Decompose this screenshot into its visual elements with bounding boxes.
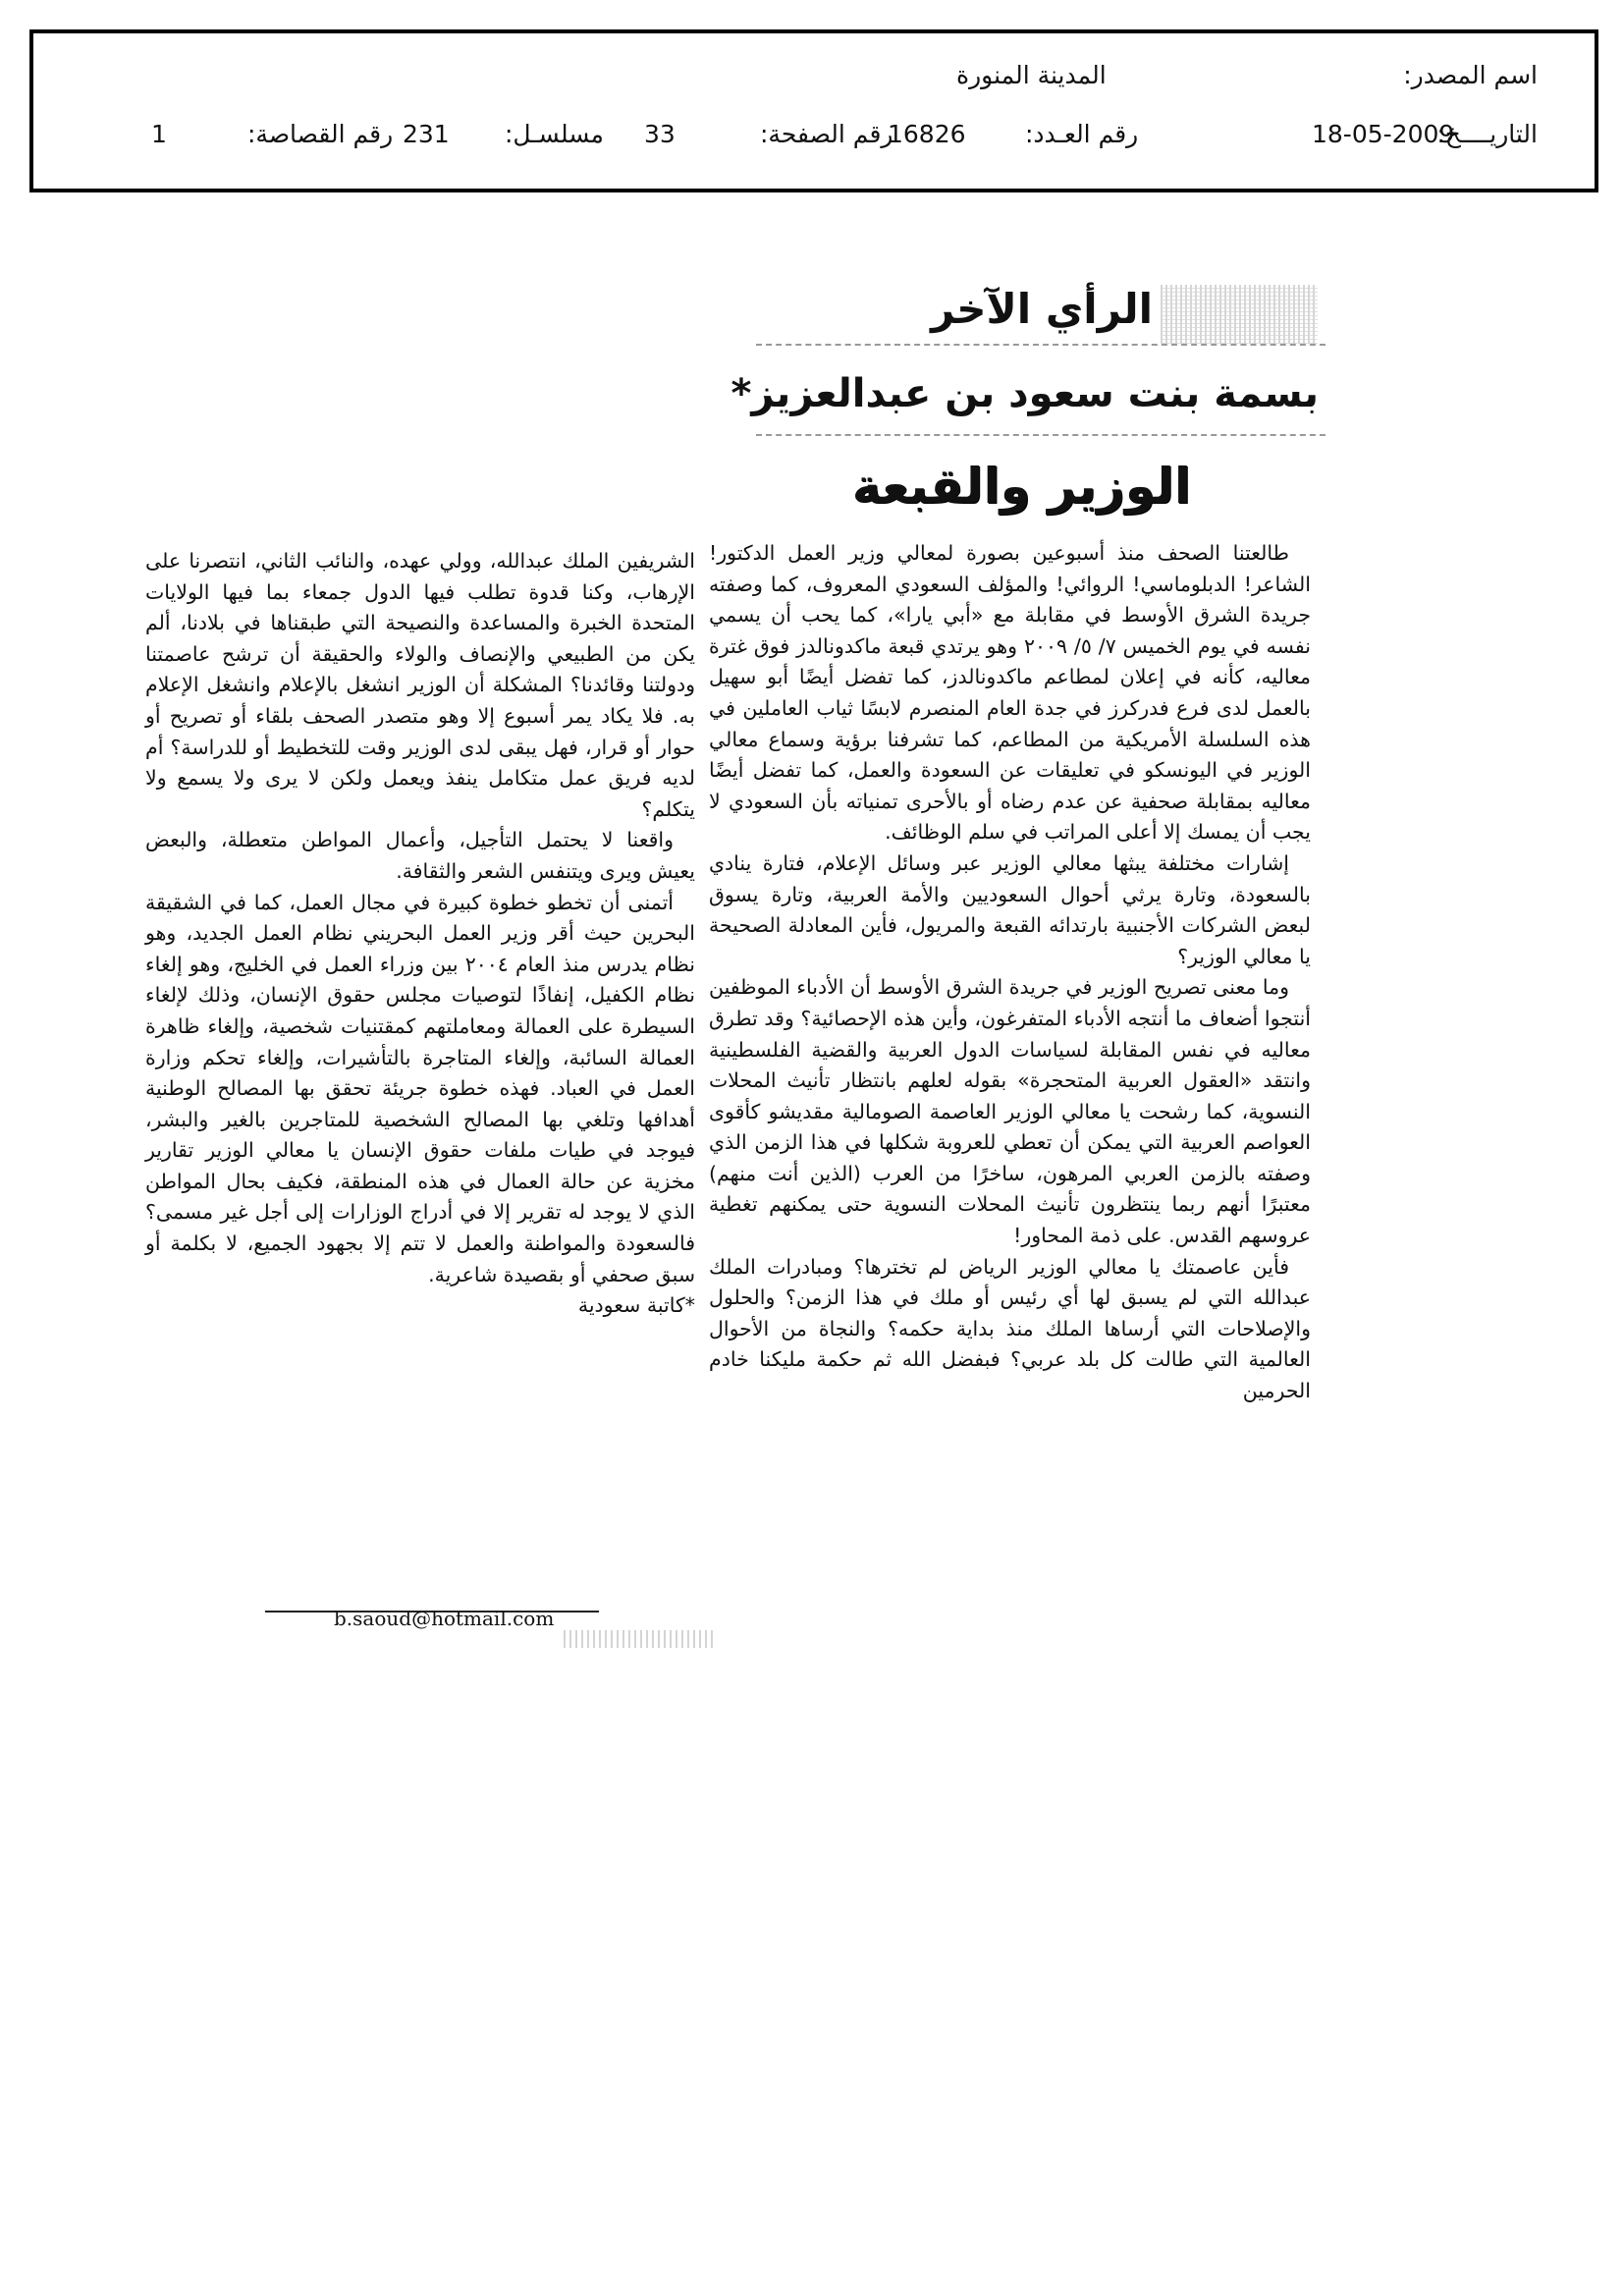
issue-label: رقم العـدد: <box>1025 120 1139 148</box>
article-column-right <box>709 538 1311 1407</box>
article-title: الوزير والقبعة <box>851 458 1191 515</box>
page-label: رقم الصفحة: <box>760 120 893 148</box>
section-divider <box>756 344 1325 346</box>
page-value: 33 <box>644 120 676 148</box>
clip-label: رقم القصاصة: <box>247 120 394 148</box>
paragraph: واقعنا لا يحتمل التأجيل، وأعمال المواطن متعطلة، والبعض يعيش ويرى ويتنفس الشعر والثقافة. <box>145 828 695 883</box>
issue-value: 16826 <box>888 120 966 148</box>
paragraph: الشريفين الملك عبدالله، وولي عهده، والنائب الثاني، انتصرنا على الإرهاب، وكنا قدوة تطلب فيها الدول جمعاء بما فيها الولايات المتحدة الخبرة والمساعدة والنصيحة التي طبقناها في بلادنا، ألم يكن من الطبيعي والإنصاف والولاء والحقيقة أن ترشح عاصمتنا ودولتنا وقائدنا؟ المشكلة أن الوزير انشغل بالإعلام وانشغل الإعلام به. فلا يكاد يمر أسبوع إلا وهو متصدر الصحف بلقاء أو تصريح أو حوار أو قرار، فهل يبقى لدى الوزير وقت للتخطيط أو للدراسة؟ أم لديه فريق عمل متكامل ينفذ ويعمل ولكن لا يرى ولا يسمع ولا يتكلم؟ <box>145 549 695 821</box>
clipping-header <box>29 29 1598 192</box>
paragraph: أتمنى أن تخطو خطوة كبيرة في مجال العمل، كما في الشقيقة البحرين حيث أقر وزير العمل البحريني نظام العمل الجديد، وهو نظام يدرس منذ العام ٢٠٠٤ بين وزراء العمل في الخليج، وهو إلغاء نظام الكفيل، إنفاذًا لتوصيات مجلس حقوق الإنسان، وذلك لإلغاء السيطرة على العمالة ومعاملتهم كمقتنيات شخصية، وإلغاء ظاهرة العمالة السائبة، وإلغاء المتاجرة بالتأشيرات، وإلغاء تحكم وزارة العمل في العباد. فهذه خطوة جريئة تحقق بها المصالح الوطنية أهدافها وتلغي بها المصالح الشخصية للمتاجرين بالغير والبشر، فيوجد في طيات ملفات حقوق الإنسان يا معالي الوزير تقارير مخزية عن حالة العمال في هذه المنطقة، فكيف بحال المواطن الذي لا يوجد له تقرير إلا في أدراج الوزارات إلى أجل غير مسمى؟ فالسعودة والمواطنة والعمل لا تتم إلا بجهود الجميع، لا بكلمة أو سبق صحفي أو بقصيدة شاعرية. <box>145 890 695 1286</box>
paragraph: إشارات مختلفة يبثها معالي الوزير عبر وسائل الإعلام، فتارة ينادي بالسعودة، وتارة يرثي أحوال السعوديين والأمة العربية، وتارة يسوق لبعض الشركات الأجنبية بارتدائه القبعة والمريول، فأين المعادلة الصحيحة يا معالي الوزير؟ <box>709 850 1311 968</box>
serial-label: مسلسـل: <box>505 120 604 148</box>
author-divider <box>756 434 1325 436</box>
scan-noise <box>564 1630 717 1648</box>
article-author: بسمة بنت سعود بن عبدالعزيز* <box>730 371 1319 416</box>
section-label <box>850 285 1318 334</box>
paragraph: طالعتنا الصحف منذ أسبوعين بصورة لمعالي وزير العمل الدكتور! الشاعر! الدبلوماسي! الروائي! والمؤلف السعودي المعروف، كما وصفته جريدة الشرق الأوسط في مقابلة مع «أبي يارا»، كما يحب أن يسمي نفسه في يوم الخميس ٧/ ٥/ ٢٠٠٩ وهو يرتدي قبعة ماكدونالدز فوق غترة معاليه، كأنه في إعلان لمطاعم ماكدونالدز، كما تفضل أيضًا أبو سهيل بالعمل لدى فرع فدركرز في جدة العام المنصرم لابسًا ثياب العاملين في هذه السلسلة الأمريكية من المطاعم، كما تشرفنا برؤية وسماع معالي الوزير في اليونسكو في تعليقات عن السعودة والعمل، كما تفضل أيضًا معاليه بمقابلة صحفية عن عدم رضاه أو بالأحرى تمنياته بأن السعودي لا يجب أن يمسك إلا أعلى المراتب في سلم الوظائف. <box>709 541 1311 845</box>
source-value: المدينة المنورة <box>956 61 1107 89</box>
serial-value: 231 <box>403 120 450 148</box>
scan-noise <box>1161 285 1318 344</box>
author-email: b.saoud@hotmail.com <box>334 1607 555 1630</box>
clip-value: 1 <box>151 120 167 148</box>
source-label: اسم المصدر: <box>1403 61 1538 89</box>
paragraph: فأين عاصمتك يا معالي الوزير الرياض لم تخترها؟ ومبادرات الملك عبدالله التي لم يسبق لها أي رئيس أو ملك في هذا الزمن؟ والحلول والإصلاحات التي أرساها الملك منذ بداية حكمه؟ والنجاة من الأحوال العالمية التي طالت كل بلد عربي؟ فبفضل الله ثم حكمة مليكنا خادم الحرمين <box>709 1254 1311 1403</box>
date-label: التاريــــخ: <box>1436 120 1538 148</box>
author-note: *كاتبة سعودية <box>577 1293 695 1318</box>
paragraph: وما معنى تصريح الوزير في جريدة الشرق الأوسط أن الأدباء الموظفين أنتجوا أضعاف ما أنتجه الأدباء المتفرغون، وأين هذه الإحصائية؟ وقد تطرق معاليه في نفس المقابلة لسياسات الدول العربية والقضية الفلسطينية وانتقد «العقول العربية المتحجرة» بقوله لعلهم بانتظار تأنيث المحلات النسوية، كما رشحت يا معالي الوزير العاصمة الصومالية مقديشو كأقوى العواصم العربية التي يمكن أن تعطي للعروبة شكلها في هذا الزمن الذي وصفته بالزمن العربي المرهون، ساخرًا من العرب (الذين أنت منهم) معتبرًا أنهم ربما ينتظرون تأنيث المحلات النسوية حتى يمكنهم تغطية عروسهم القدس. على ذمة المحاور! <box>709 975 1311 1248</box>
date-value: 18-05-2009 <box>1312 120 1455 148</box>
article-column-left <box>145 546 695 1322</box>
section-title: الرأي الآخر <box>931 285 1153 333</box>
